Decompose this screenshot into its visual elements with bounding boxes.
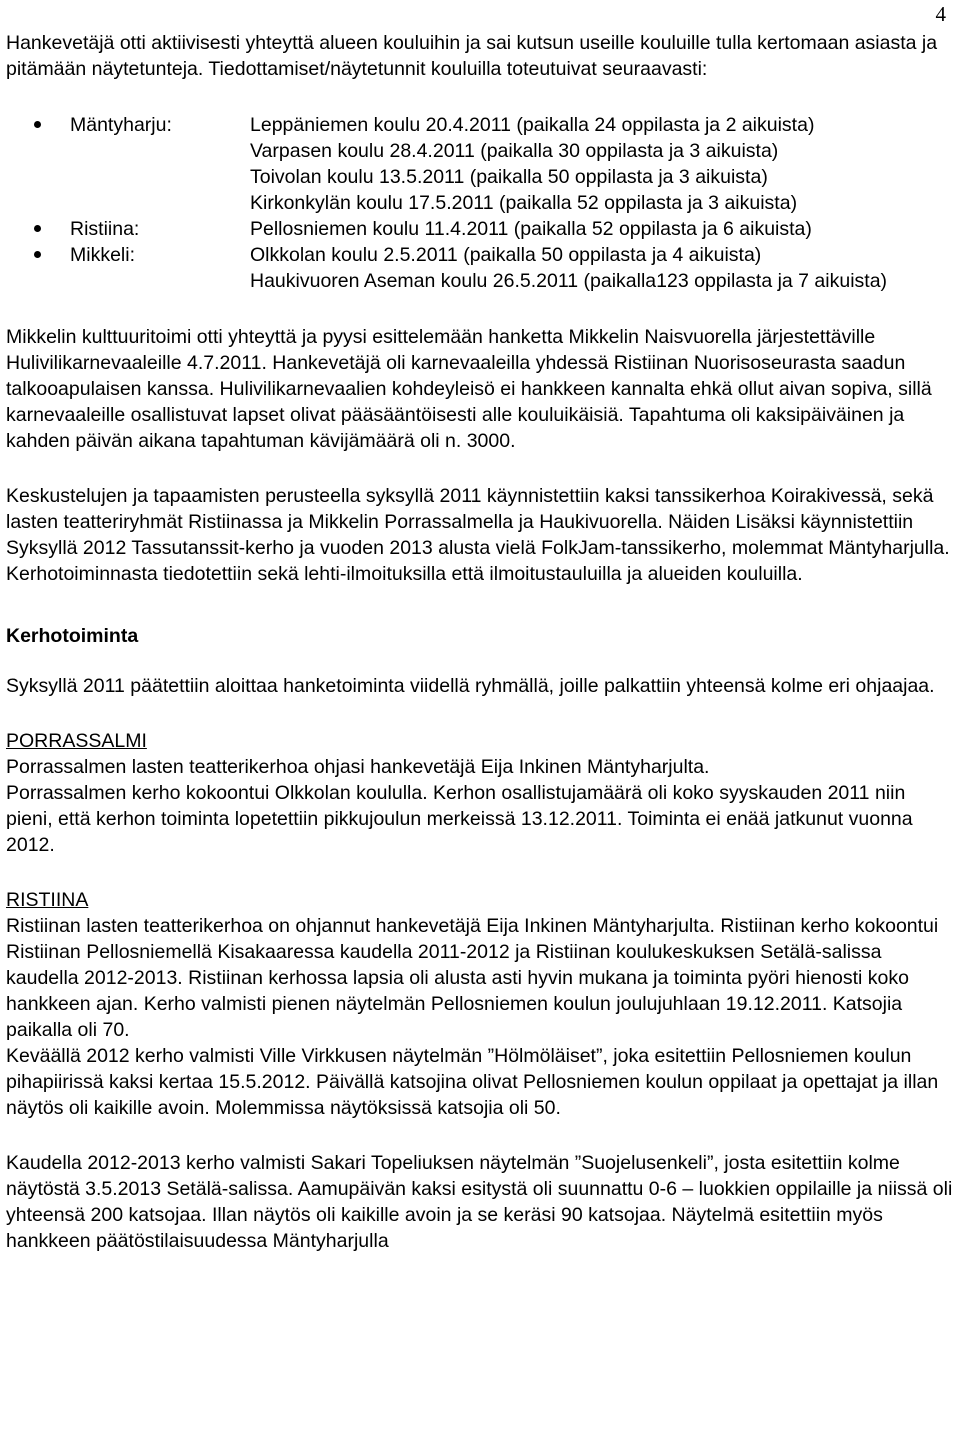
school-entry: Pellosniemen koulu 11.4.2011 (paikalla 52 oppilasta ja 6 aikuista) (250, 218, 812, 240)
school-entries (250, 112, 954, 216)
school-visit-list (6, 112, 954, 294)
school-entry: Varpasen koulu 28.4.2011 (paikalla 30 oppilasta ja 3 aikuista) (250, 140, 779, 162)
list-item-ristiina (6, 216, 954, 242)
town-label: Ristiina: (70, 218, 140, 240)
ristiina-paragraph-1: Ristiinan lasten teatterikerhoa on ohjannut hankevetäjä Eija Inkinen Mäntyharjulta. Ristiinan kerho kokoontui Ristiinan Pellosniemellä Kisakaaressa kaudella 2011-2012 ja Ristiinan koulukeskuksen Setälä-salissa kaudella 2012-2013. Ristiinan kerhossa lapsia oli alusta asti hyvin mukana ja toiminta pyöri hienosti koko hankkeen ajan. Kerho valmisti pienen näytelmän Pellosniemen koulun joulujuhlaan 19.12.2011. Katsojia paikalla oli 70. (6, 915, 939, 1041)
school-entry: Toivolan koulu 13.5.2011 (paikalla 50 oppilasta ja 3 aikuista) (250, 166, 768, 188)
list-item-mikkeli (6, 242, 954, 294)
subheading-ristiina: RISTIINA (6, 889, 89, 911)
page-number: 4 (935, 2, 946, 26)
town-label: Mäntyharju: (70, 114, 172, 136)
porrassalmi-line-1: Porrassalmen lasten teatterikerhoa ohjasi hankevetäjä Eija Inkinen Mäntyharjulta. (6, 756, 710, 778)
list-item-mantyharju (6, 112, 954, 216)
school-entries (250, 216, 954, 242)
school-entries (250, 242, 954, 294)
subheading-porrassalmi: PORRASSALMI (6, 730, 147, 752)
school-entry: Olkkolan koulu 2.5.2011 (paikalla 50 oppilasta ja 4 aikuista) (250, 244, 762, 266)
ristiina-paragraph-3: Kaudella 2012-2013 kerho valmisti Sakari Topeliuksen näytelmän ”Suojelusenkeli”, josta esitettiin kolme näytöstä 3.5.2013 Setälä-salissa. Aamupäivän kaksi esitystä oli suunnattu 0-6 – luokkien oppilaille ja niissä oli yhteensä 200 katsojaa. Illan näytös oli kaikille avoin ja se keräsi 90 katsojaa. Näytelmä esitettiin myös hankkeen päätöstilaisuudessa Mäntyharjulla (6, 1152, 953, 1252)
ristiina-paragraph-2: Keväällä 2012 kerho valmisti Ville Virkkusen näytelmän ”Hölmöläiset”, joka esitettiin Pellosniemen koulun pihapiirissä kaksi kertaa 15.5.2012. Päivällä katsojina olivat Pellosniemen koulun oppilaat ja opettajat ja illan näytös oli kaikille avoin. Molemmissa näytöksissä katsojia oli 50. (6, 1045, 939, 1119)
keskustelut-paragraph: Keskustelujen ja tapaamisten perusteella syksyllä 2011 käynnistettiin kaksi tanssikerhoa Koirakivessä, sekä lasten teatteriryhmät Ristiinassa ja Mikkelin Porrassalmella ja Haukivuorella. Näiden Lisäksi käynnistettiin Syksyllä 2012 Tassutanssit-kerho ja vuoden 2013 alusta vielä FolkJam-tanssikerho, molemmat Mäntyharjulla. Kerhotoiminnasta tiedotettiin sekä lehti-ilmoituksilla että ilmoitustauluilla ja alueiden kouluilla. (6, 485, 950, 585)
bullet-icon (34, 251, 41, 258)
kulttuuritoimi-paragraph: Mikkelin kulttuuritoimi otti yhteyttä ja pyysi esittelemään hanketta Mikkelin Naisvuorella järjestettäville Hulivilikarnevaaleille 4.7.2011. Hankevetäjä oli karnevaaleilla yhdessä Ristiinan Nuorisoseurasta saadun talkooapulaisen kanssa. Hulivilikarnevaalien kohdeyleisö ei hankkeen kannalta ehkä ollut aivan sopiva, sillä karnevaaleille osallistuvat lapset olivat pääsääntöisesti alle kouluikäisiä. Tapahtuma oli kaksipäiväinen ja kahden päivän aikana tapahtuman kävijämäärä oli n. 3000. (6, 326, 932, 452)
school-entry: Haukivuoren Aseman koulu 26.5.2011 (paikalla123 oppilasta ja 7 aikuista) (250, 270, 888, 292)
intro-paragraph: Hankevetäjä otti aktiivisesti yhteyttä alueen kouluihin ja sai kutsun useille kouluille tulla kertomaan asiasta ja pitämään näytetunteja. Tiedottamiset/näytetunnit kouluilla toteutuivat seuraavasti: (6, 32, 938, 80)
school-entry: Leppäniemen koulu 20.4.2011 (paikalla 24 oppilasta ja 2 aikuista) (250, 114, 815, 136)
porrassalmi-line-2: Porrassalmen kerho kokoontui Olkkolan koululla. Kerhon osallistujamäärä oli koko syyskauden 2011 niin pieni, että kerhon toiminta lopetettiin pikkujoulun merkeissä 13.12.2011. Toiminta ei enää jatkunut vuonna 2012. (6, 782, 913, 856)
school-entry: Kirkonkylän koulu 17.5.2011 (paikalla 52 oppilasta ja 3 aikuista) (250, 192, 798, 214)
town-label: Mikkeli: (70, 244, 136, 266)
bullet-icon (34, 225, 41, 232)
document-body (6, 30, 954, 1254)
section-heading-kerhotoiminta: Kerhotoiminta (6, 625, 139, 647)
bullet-icon (34, 121, 41, 128)
kerhotoiminta-paragraph: Syksyllä 2011 päätettiin aloittaa hanketoiminta viidellä ryhmällä, joille palkattiin yhteensä kolme eri ohjaajaa. (6, 675, 935, 697)
